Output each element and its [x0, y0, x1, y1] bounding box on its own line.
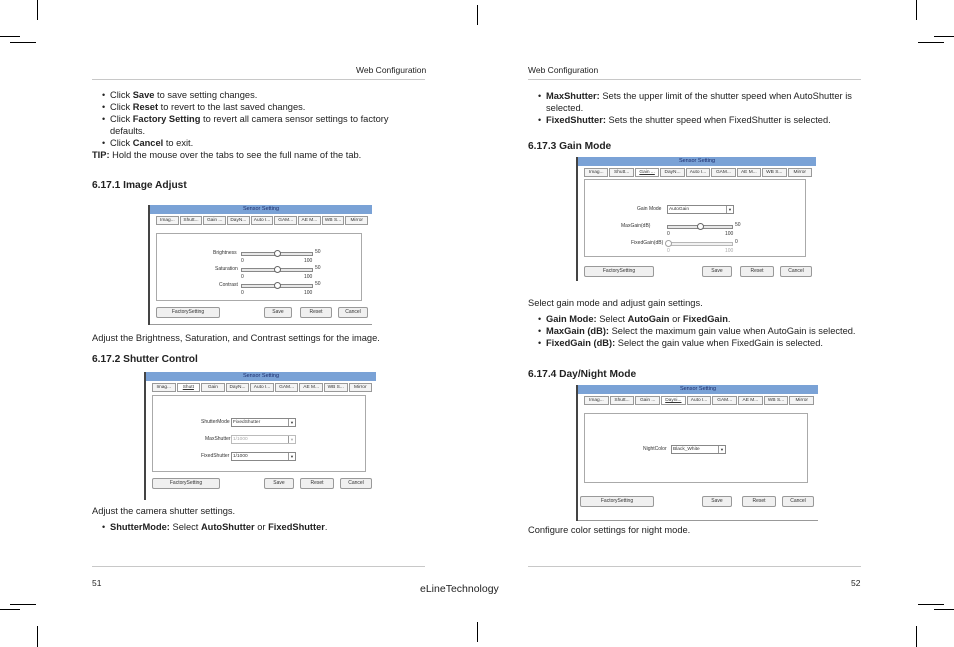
chevron-down-icon: ▼: [726, 206, 733, 213]
settings-tab[interactable]: Gain ...: [203, 216, 226, 225]
shutter-mode-bullet: • ShutterMode: Select AutoShutter or FixedShutter.: [92, 521, 422, 533]
cancel-button[interactable]: Cancel: [782, 496, 814, 507]
fixed-shutter-bullet: • FixedShutter: Sets the shutter speed when FixedShutter is selected.: [528, 114, 863, 126]
settings-tab[interactable]: Auto I...: [687, 396, 712, 405]
slider-knob[interactable]: [274, 266, 281, 273]
cancel-button[interactable]: Cancel: [338, 307, 368, 318]
tab-bar: [156, 216, 368, 225]
crop-mark: [10, 42, 36, 43]
settings-tab[interactable]: WB S...: [764, 396, 789, 405]
max-gain-value: 50: [735, 222, 741, 228]
settings-tab[interactable]: GAM...: [711, 168, 735, 177]
settings-tab[interactable]: DayN...: [227, 216, 250, 225]
settings-panel: [584, 179, 806, 257]
crop-mark: [10, 604, 36, 605]
settings-tab[interactable]: Imag...: [584, 168, 608, 177]
factory-setting-button[interactable]: FactorySetting: [580, 496, 654, 507]
save-button[interactable]: Save: [264, 478, 294, 489]
settings-tab[interactable]: AE M...: [299, 383, 323, 392]
heading-gain-mode: 6.17.3 Gain Mode: [528, 141, 612, 152]
settings-tab[interactable]: DayN...: [226, 383, 250, 392]
max-gain-label: MaxGain(dB): [621, 223, 651, 229]
crop-mark: [37, 0, 38, 20]
settings-tab[interactable]: WB S...: [322, 216, 345, 225]
heading-shutter-control: 6.17.2 Shutter Control: [92, 354, 198, 365]
day-night-desc: Configure color settings for night mode.: [528, 525, 691, 535]
settings-tab[interactable]: Imag...: [584, 396, 609, 405]
min-value: 0: [667, 231, 670, 237]
bullet-reset: • Click Reset to revert to the last saved changes.: [92, 101, 422, 113]
settings-tab[interactable]: GAM...: [274, 216, 297, 225]
right-page-header: Web Configuration: [528, 65, 599, 75]
image-adjust-screenshot: [148, 205, 372, 325]
min-value: 0: [241, 290, 244, 296]
factory-setting-button[interactable]: FactorySetting: [584, 266, 654, 277]
fixed-shutter-label: FixedShutter: [201, 453, 230, 459]
left-page-header: Web Configuration: [356, 65, 427, 75]
tab-bar: [584, 396, 814, 405]
header-rule: [92, 79, 425, 80]
settings-tab[interactable]: Auto I...: [251, 216, 274, 225]
settings-panel: [152, 395, 366, 472]
crop-mark: [477, 5, 478, 25]
max-value: 50: [315, 249, 321, 255]
factory-setting-button[interactable]: FactorySetting: [152, 478, 220, 489]
crop-mark: [37, 626, 38, 647]
settings-tab[interactable]: Auto I...: [250, 383, 274, 392]
crop-mark: [918, 604, 944, 605]
settings-tab[interactable]: Mirror: [788, 168, 812, 177]
chevron-down-icon: ▼: [288, 436, 295, 443]
right-page-number: 52: [851, 578, 861, 588]
settings-tab[interactable]: Shutt...: [609, 168, 633, 177]
settings-tab[interactable]: Gain ...: [635, 396, 660, 405]
settings-tab[interactable]: AE M...: [737, 168, 761, 177]
header-rule: [528, 79, 861, 80]
window-title: Sensor Setting: [578, 385, 818, 394]
footer-rule: [92, 566, 425, 567]
settings-tab[interactable]: Mirror: [345, 216, 368, 225]
min-value: 0: [241, 258, 244, 264]
slider-knob[interactable]: [697, 223, 704, 230]
slider-knob[interactable]: [665, 240, 672, 247]
crop-mark: [918, 42, 944, 43]
settings-tab[interactable]: GAM...: [275, 383, 299, 392]
min-value: 0: [241, 274, 244, 280]
settings-tab[interactable]: Shutt...: [180, 216, 203, 225]
settings-tab[interactable]: Dayni...: [661, 396, 686, 405]
footer-rule: [528, 566, 861, 567]
reset-button[interactable]: Reset: [742, 496, 776, 507]
reset-button[interactable]: Reset: [300, 307, 332, 318]
fixed-gain-label: FixedGain(dB): [631, 240, 664, 246]
settings-tab[interactable]: Imag...: [152, 383, 176, 392]
brand-footer: eLineTechnology: [420, 583, 499, 595]
slider-knob[interactable]: [274, 250, 281, 257]
image-adjust-desc: Adjust the Brightness, Saturation, and Contrast settings for the image.: [92, 333, 380, 343]
window-title: Sensor Setting: [578, 157, 816, 166]
night-color-label: NightColor: [643, 446, 667, 452]
fixed-shutter-select[interactable]: 1/1000 ▼: [231, 452, 296, 461]
max-value: 50: [315, 281, 321, 287]
settings-tab[interactable]: Mirror: [789, 396, 814, 405]
bullet-save: • Click Save to save setting changes.: [92, 89, 422, 101]
chevron-down-icon: ▼: [288, 419, 295, 426]
settings-panel: [584, 413, 808, 483]
contrast-slider[interactable]: [241, 284, 313, 288]
max-shutter-bullet: • MaxShutter: Sets the upper limit of the shutter speed when AutoShutter is selected.: [528, 90, 863, 114]
slider-knob[interactable]: [274, 282, 281, 289]
heading-image-adjust: 6.17.1 Image Adjust: [92, 180, 187, 191]
settings-tab[interactable]: AE M...: [738, 396, 763, 405]
settings-tab[interactable]: Auto I...: [686, 168, 710, 177]
reset-button[interactable]: Reset: [300, 478, 334, 489]
save-button[interactable]: Save: [702, 496, 732, 507]
left-column: [92, 89, 422, 161]
shutter-mode-select[interactable]: FixedShutter ▼: [231, 418, 296, 427]
save-button[interactable]: Save: [702, 266, 732, 277]
min-value: 0: [667, 248, 670, 254]
crop-mark: [916, 0, 917, 20]
saturation-label: Saturation: [215, 266, 238, 272]
shutter-control-screenshot: [144, 372, 376, 500]
saturation-slider[interactable]: [241, 268, 313, 272]
settings-tab[interactable]: WB S...: [762, 168, 786, 177]
shutter-mode-label: ShutterMode: [201, 419, 230, 425]
crop-mark: [0, 609, 20, 610]
settings-tab[interactable]: AE M...: [298, 216, 321, 225]
left-page-number: 51: [92, 578, 102, 588]
reset-button[interactable]: Reset: [740, 266, 774, 277]
fixed-gain-slider[interactable]: [667, 242, 733, 246]
chevron-down-icon: ▼: [718, 446, 725, 453]
tab-bar: [584, 168, 812, 177]
settings-tab[interactable]: Imag...: [156, 216, 179, 225]
brightness-label: Brightness: [213, 250, 237, 256]
settings-tab[interactable]: Shutt...: [610, 396, 635, 405]
settings-tab[interactable]: Shutt: [177, 383, 201, 392]
window-title: Sensor Setting: [146, 372, 376, 381]
gain-mode-select[interactable]: AutoGain ▼: [667, 205, 734, 214]
crop-mark: [934, 609, 954, 610]
right-column-top: [528, 90, 863, 126]
settings-tab[interactable]: Mirror: [349, 383, 373, 392]
gain-mode-screenshot: [576, 157, 816, 281]
settings-tab[interactable]: DayN...: [660, 168, 684, 177]
max-value: 100: [304, 274, 313, 280]
max-shutter-label: MaxShutter: [205, 436, 231, 442]
max-value: 100: [725, 248, 734, 254]
cancel-button[interactable]: Cancel: [340, 478, 372, 489]
gain-mode-label: Gain Mode: [637, 206, 662, 212]
settings-tab[interactable]: Gain ...: [635, 168, 659, 177]
max-value: 100: [304, 258, 313, 264]
max-value: 100: [725, 231, 734, 237]
max-value: 100: [304, 290, 313, 296]
settings-tab[interactable]: GAM...: [712, 396, 737, 405]
gain-mode-desc: Select gain mode and adjust gain settings.: [528, 298, 703, 308]
crop-mark: [934, 36, 954, 37]
brightness-slider[interactable]: [241, 252, 313, 256]
fixed-gain-value: 0: [735, 239, 738, 245]
night-color-select[interactable]: Black_White ▼: [671, 445, 726, 454]
crop-mark: [0, 36, 20, 37]
settings-tab[interactable]: WB S...: [324, 383, 348, 392]
crop-mark: [916, 626, 917, 647]
bullet-factory: • Click Factory Setting to revert all camera sensor settings to factory defaults.: [92, 113, 422, 137]
factory-setting-button[interactable]: FactorySetting: [156, 307, 220, 318]
max-value: 50: [315, 265, 321, 271]
tip: TIP: Hold the mouse over the tabs to see the full name of the tab.: [92, 150, 362, 160]
bullet-cancel: • Click Cancel to exit.: [92, 137, 422, 149]
crop-mark: [477, 622, 478, 642]
settings-tab[interactable]: Gain: [201, 383, 225, 392]
gain-mode-bullets: • Gain Mode: Select AutoGain or FixedGain. • MaxGain (dB): Select the maximum gain value when AutoGain is selected. • FixedGain (dB): Select the gain value when FixedGain is selected.: [528, 313, 868, 349]
shutter-control-desc: Adjust the camera shutter settings.: [92, 506, 236, 516]
contrast-label: Contrast: [219, 282, 238, 288]
max-gain-slider[interactable]: [667, 225, 733, 229]
heading-day-night-mode: 6.17.4 Day/Night Mode: [528, 369, 637, 380]
day-night-screenshot: [576, 385, 818, 521]
settings-panel: [156, 233, 362, 301]
window-title: Sensor Setting: [150, 205, 372, 214]
tab-bar: [152, 383, 372, 392]
max-shutter-select[interactable]: 1/1000 ▼: [231, 435, 296, 444]
save-button[interactable]: Save: [264, 307, 292, 318]
cancel-button[interactable]: Cancel: [780, 266, 812, 277]
chevron-down-icon: ▼: [288, 453, 295, 460]
